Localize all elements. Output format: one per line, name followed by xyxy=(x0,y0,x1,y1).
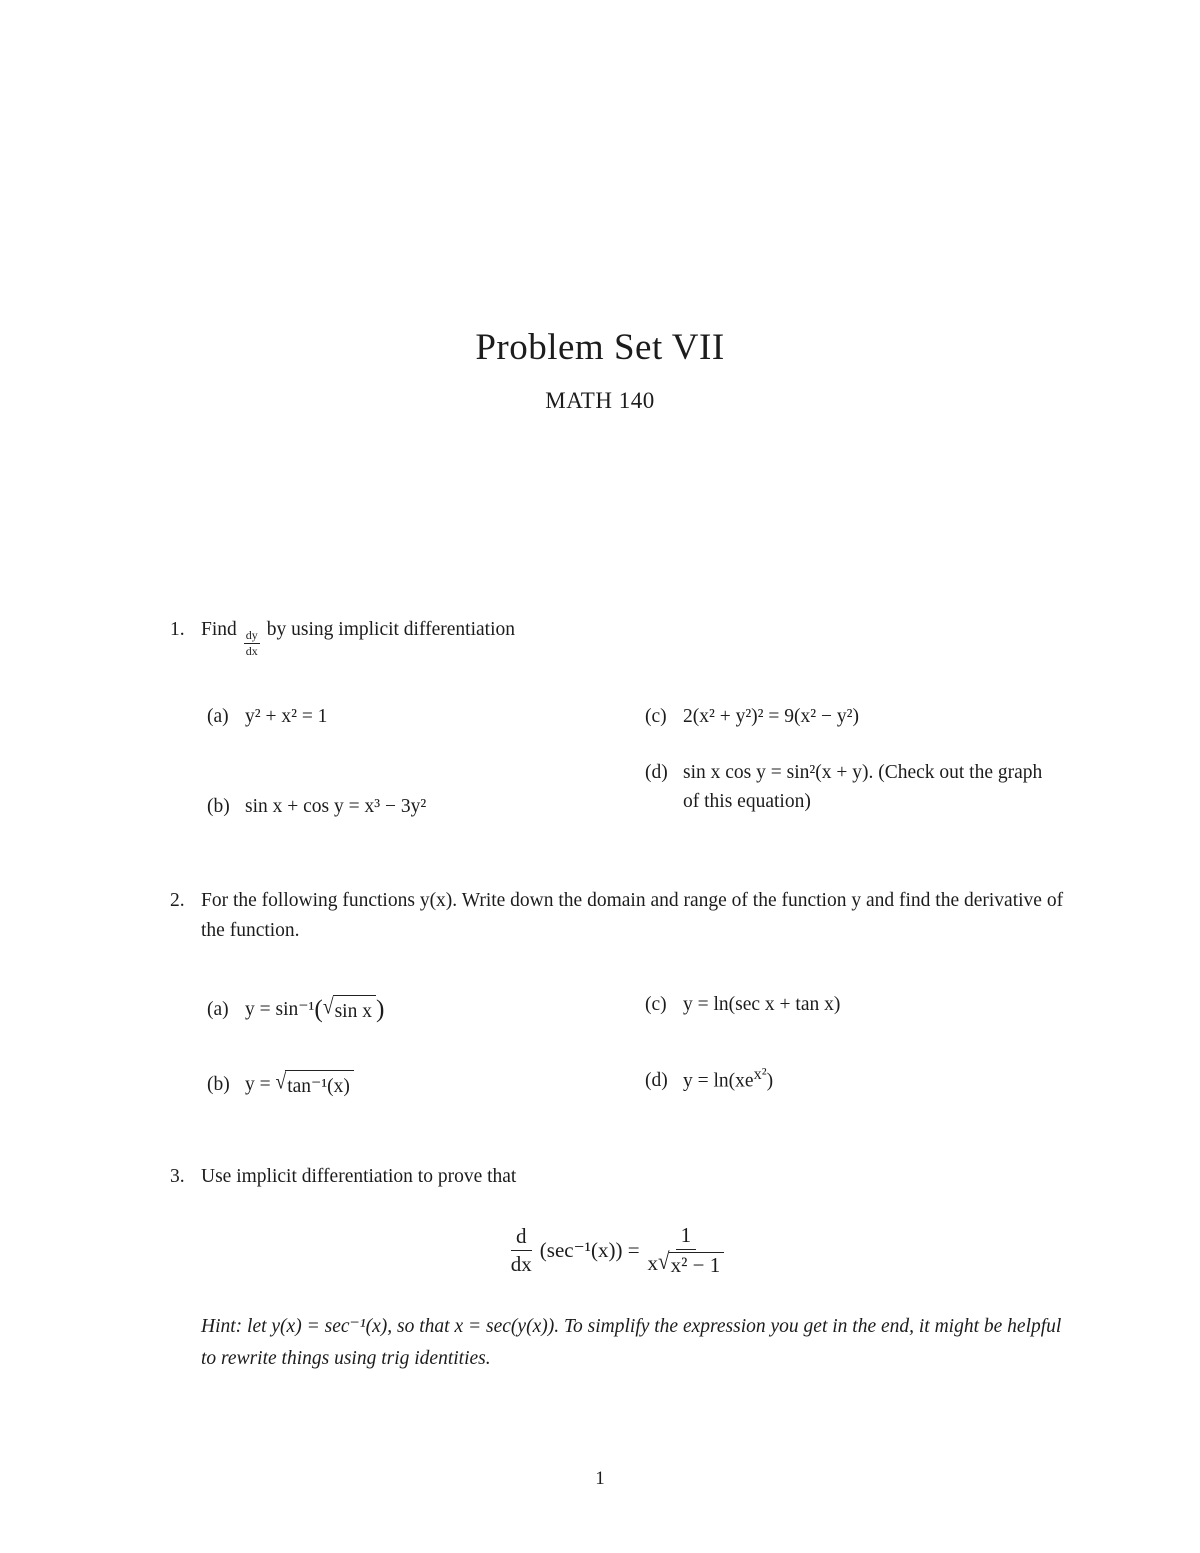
problem-2-lead xyxy=(170,886,1065,946)
fraction-denominator xyxy=(648,1250,725,1277)
close-paren: ) xyxy=(375,995,385,1024)
problem-1-subitems xyxy=(207,702,1065,821)
subitem-2d-math xyxy=(683,1062,1065,1096)
radical-sign: √ xyxy=(658,1248,670,1276)
subitem-1a-math: y² + x² = 1 xyxy=(245,706,328,728)
problem-3-lead xyxy=(170,1162,1065,1192)
subitem-1d xyxy=(645,758,1065,817)
result-fraction xyxy=(648,1224,725,1277)
subitem-2b-math xyxy=(245,1070,645,1101)
subitem-1c-label: (c) xyxy=(645,706,667,728)
subitem-2d-prefix: y = ln(xe xyxy=(683,1070,754,1092)
problem-1-statement xyxy=(201,615,1065,658)
sqrt-expression xyxy=(658,1248,724,1278)
subitem-2b xyxy=(207,1070,645,1101)
sqrt-expression xyxy=(276,1070,354,1101)
denominator-prefix: x xyxy=(647,1251,659,1276)
subitem-2b-label: (b) xyxy=(207,1074,230,1096)
problem-1-lead-suffix: by using implicit differentiation xyxy=(266,619,515,640)
subitem-1a-label: (a) xyxy=(207,706,229,728)
document-title: Problem Set VII xyxy=(475,327,725,368)
problem-1-lead xyxy=(170,615,1065,658)
subitem-1c xyxy=(645,702,1065,731)
subitem-2c-math: y = ln(sec x + tan x) xyxy=(683,994,841,1016)
subitem-1a xyxy=(207,702,645,731)
fraction-numerator: 1 xyxy=(676,1224,697,1250)
problem-3-hint: Hint: let y(x) = sec⁻¹(x), so that x = sec(y(x)). To simplify the expression you get in the end, it might be helpful to rewrite things using trig identities. xyxy=(201,1316,1062,1369)
subitem-1d-label: (d) xyxy=(645,761,668,783)
problem-1-left-column xyxy=(207,702,645,821)
problem-2-statement: For the following functions y(x). Write down the domain and range of the function y and find the derivative of the function. xyxy=(201,890,1064,942)
radicand: x² − 1 xyxy=(669,1252,725,1277)
subitem-2d-label: (d) xyxy=(645,1070,668,1092)
problem-2-number: 2. xyxy=(170,890,185,911)
problem-2-right-column xyxy=(645,990,1065,1101)
problem-3 xyxy=(170,1162,1065,1374)
problem-3-statement: Use implicit differentiation to prove that xyxy=(201,1166,517,1187)
subitem-2a-prefix: y = sin⁻¹ xyxy=(245,999,315,1021)
radical-sign: √ xyxy=(275,1071,287,1095)
equation-middle: (sec⁻¹(x)) = xyxy=(539,1238,640,1263)
ddx-fraction xyxy=(511,1225,532,1276)
subitem-1b-math: sin x + cos y = x³ − 3y² xyxy=(245,795,427,817)
subitem-2c xyxy=(645,990,1065,1019)
problem-1-right-column xyxy=(645,702,1065,821)
subitem-2d-suffix: ) xyxy=(766,1070,774,1092)
subitem-1c-math: 2(x² + y²)² = 9(x² − y²) xyxy=(683,706,859,728)
radicand: sin x xyxy=(333,995,376,1026)
course-label: MATH 140 xyxy=(545,388,655,413)
problem-2-subitems xyxy=(207,990,1065,1101)
problem-3-number: 3. xyxy=(170,1166,185,1187)
subitem-2a-label: (a) xyxy=(207,999,229,1021)
subitem-1b xyxy=(207,792,645,821)
fraction-denominator: dx xyxy=(510,1252,532,1277)
subitem-2a xyxy=(207,990,645,1028)
fraction-numerator: dy xyxy=(244,629,260,644)
subitem-2c-label: (c) xyxy=(645,994,667,1016)
sqrt-expression xyxy=(323,995,376,1026)
subitem-2a-math xyxy=(245,990,645,1028)
radical-sign: √ xyxy=(322,996,334,1020)
radicand: tan⁻¹(x) xyxy=(285,1070,354,1101)
problem-1-number: 1. xyxy=(170,619,185,640)
problem-1-lead-prefix: Find xyxy=(201,619,237,640)
problem-1 xyxy=(170,615,1065,821)
subitem-1b-label: (b) xyxy=(207,795,230,817)
dydx-fraction xyxy=(244,629,260,658)
subitem-1d-math: sin x cos y = sin²(x + y). (Check out the graph of this equation) xyxy=(683,761,1043,812)
problem-2 xyxy=(170,886,1065,1102)
open-paren: ( xyxy=(314,995,323,1024)
fraction-numerator: d xyxy=(511,1225,532,1251)
subitem-2d xyxy=(645,1062,1065,1096)
problem-2-left-column xyxy=(207,990,645,1101)
page-number: 1 xyxy=(595,1468,605,1489)
subitem-2b-prefix: y = xyxy=(245,1074,276,1096)
exponent: x² xyxy=(753,1064,767,1083)
fraction-denominator: dx xyxy=(245,644,258,659)
problem-3-display-equation xyxy=(170,1224,1065,1277)
